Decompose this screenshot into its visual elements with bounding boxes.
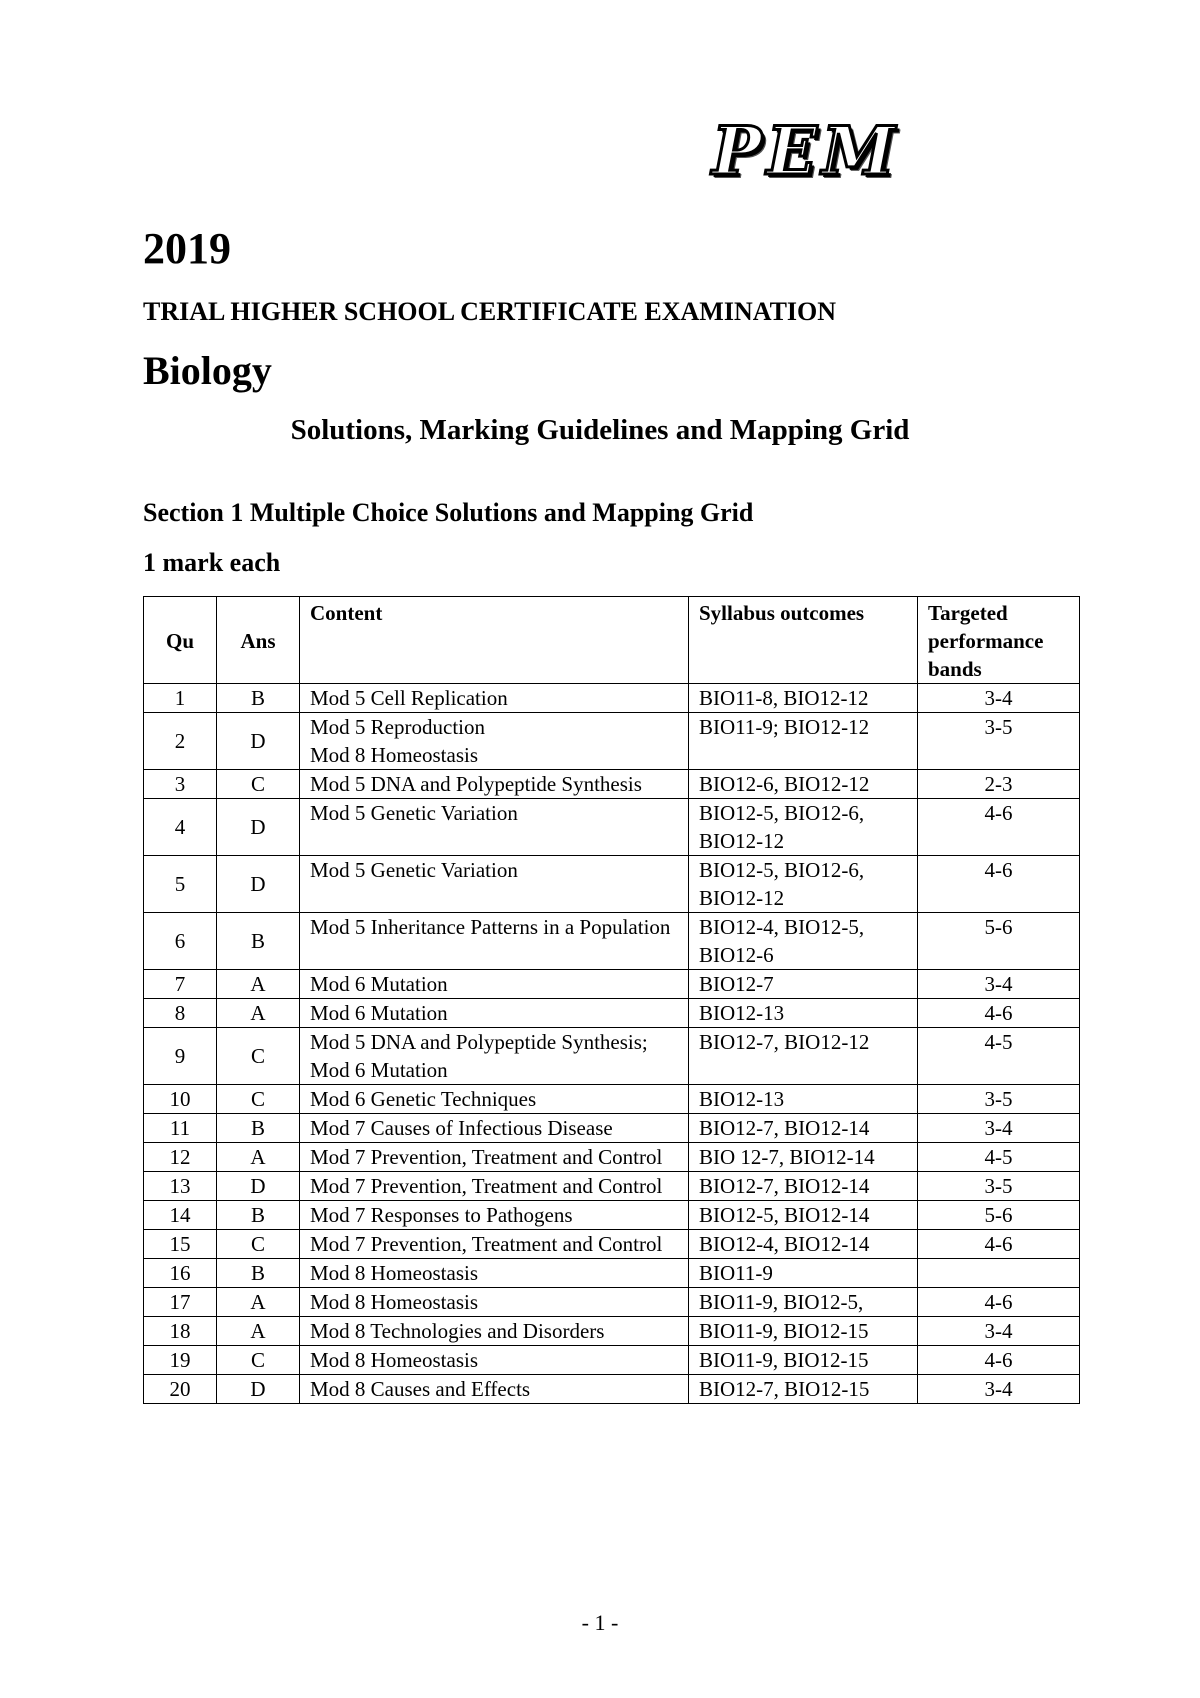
cell-question-number: 15 xyxy=(144,1230,217,1259)
cell-syllabus-outcomes: BIO12-5, BIO12-6, BIO12-12 xyxy=(689,856,918,913)
cell-content: Mod 8 Technologies and Disorders xyxy=(300,1317,689,1346)
cell-content: Mod 6 Mutation xyxy=(300,970,689,999)
cell-answer: A xyxy=(217,999,300,1028)
table-row xyxy=(144,770,1080,799)
cell-syllabus-outcomes: BIO12-7, BIO12-12 xyxy=(689,1028,918,1085)
cell-performance-band xyxy=(918,1259,1080,1288)
cell-performance-band: 4-5 xyxy=(918,1143,1080,1172)
cell-performance-band: 3-4 xyxy=(918,1114,1080,1143)
table-row xyxy=(144,1085,1080,1114)
pem-logo: PEM xyxy=(712,112,900,190)
document-subtitle xyxy=(0,416,1200,445)
cell-answer: B xyxy=(217,1201,300,1230)
cell-content: Mod 7 Responses to Pathogens xyxy=(300,1201,689,1230)
table-row xyxy=(144,1201,1080,1230)
cell-performance-band: 4-6 xyxy=(918,999,1080,1028)
table-row xyxy=(144,913,1080,970)
cell-answer: C xyxy=(217,1346,300,1375)
table-row xyxy=(144,1172,1080,1201)
cell-content: Mod 7 Causes of Infectious Disease xyxy=(300,1114,689,1143)
table-header-row xyxy=(144,597,1080,684)
cell-performance-band: 4-6 xyxy=(918,799,1080,856)
cell-syllabus-outcomes: BIO11-9, BIO12-5, xyxy=(689,1288,918,1317)
cell-answer: D xyxy=(217,856,300,913)
cell-performance-band: 3-4 xyxy=(918,1375,1080,1404)
cell-question-number: 9 xyxy=(144,1028,217,1085)
table-row xyxy=(144,684,1080,713)
cell-answer: B xyxy=(217,1259,300,1288)
cell-content: Mod 5 DNA and Polypeptide Synthesis xyxy=(300,770,689,799)
cell-syllabus-outcomes: BIO11-9, BIO12-15 xyxy=(689,1317,918,1346)
cell-answer: B xyxy=(217,1114,300,1143)
cell-content: Mod 8 Causes and Effects xyxy=(300,1375,689,1404)
cell-question-number: 12 xyxy=(144,1143,217,1172)
table-row xyxy=(144,1346,1080,1375)
table-row xyxy=(144,970,1080,999)
page-number: - 1 - xyxy=(581,1610,619,1635)
document-subtitle-text: Solutions, Marking Guidelines and Mapping Grid xyxy=(290,414,910,446)
cell-question-number: 3 xyxy=(144,770,217,799)
cell-answer: D xyxy=(217,1375,300,1404)
cell-question-number: 19 xyxy=(144,1346,217,1375)
cell-syllabus-outcomes: BIO12-7, BIO12-15 xyxy=(689,1375,918,1404)
cell-answer: D xyxy=(217,1172,300,1201)
cell-question-number: 11 xyxy=(144,1114,217,1143)
subject-title: Biology xyxy=(143,348,272,393)
cell-question-number: 8 xyxy=(144,999,217,1028)
cell-performance-band: 4-6 xyxy=(918,1288,1080,1317)
header-qu: Qu xyxy=(144,597,217,684)
cell-answer: A xyxy=(217,1143,300,1172)
table-row xyxy=(144,1288,1080,1317)
cell-answer: B xyxy=(217,913,300,970)
table-row xyxy=(144,1317,1080,1346)
cell-performance-band: 4-5 xyxy=(918,1028,1080,1085)
cell-syllabus-outcomes: BIO12-4, BIO12-5, BIO12-6 xyxy=(689,913,918,970)
cell-syllabus-outcomes: BIO11-9 xyxy=(689,1259,918,1288)
cell-question-number: 20 xyxy=(144,1375,217,1404)
table-row xyxy=(144,1230,1080,1259)
cell-performance-band: 2-3 xyxy=(918,770,1080,799)
cell-question-number: 16 xyxy=(144,1259,217,1288)
table-row xyxy=(144,799,1080,856)
exam-year: 2019 xyxy=(143,224,231,273)
cell-content: Mod 5 DNA and Polypeptide Synthesis; Mod 6 Mutation xyxy=(300,1028,689,1085)
cell-answer: C xyxy=(217,1028,300,1085)
cell-answer: C xyxy=(217,770,300,799)
header-content: Content xyxy=(300,597,689,684)
cell-answer: A xyxy=(217,1288,300,1317)
cell-question-number: 5 xyxy=(144,856,217,913)
table-row xyxy=(144,713,1080,770)
cell-answer: C xyxy=(217,1230,300,1259)
cell-content: Mod 5 Reproduction Mod 8 Homeostasis xyxy=(300,713,689,770)
cell-answer: A xyxy=(217,1317,300,1346)
cell-syllabus-outcomes: BIO 12-7, BIO12-14 xyxy=(689,1143,918,1172)
cell-performance-band: 4-6 xyxy=(918,1230,1080,1259)
cell-question-number: 18 xyxy=(144,1317,217,1346)
cell-content: Mod 8 Homeostasis xyxy=(300,1288,689,1317)
cell-syllabus-outcomes: BIO12-4, BIO12-14 xyxy=(689,1230,918,1259)
cell-syllabus-outcomes: BIO12-13 xyxy=(689,999,918,1028)
cell-content: Mod 5 Cell Replication xyxy=(300,684,689,713)
exam-title: TRIAL HIGHER SCHOOL CERTIFICATE EXAMINATION xyxy=(143,297,837,326)
table-row xyxy=(144,1114,1080,1143)
cell-content: Mod 7 Prevention, Treatment and Control xyxy=(300,1143,689,1172)
cell-question-number: 10 xyxy=(144,1085,217,1114)
table-row xyxy=(144,1143,1080,1172)
header-syllabus: Syllabus outcomes xyxy=(689,597,918,684)
cell-syllabus-outcomes: BIO11-9, BIO12-15 xyxy=(689,1346,918,1375)
cell-question-number: 4 xyxy=(144,799,217,856)
cell-answer: D xyxy=(217,713,300,770)
cell-question-number: 14 xyxy=(144,1201,217,1230)
cell-syllabus-outcomes: BIO12-5, BIO12-6, BIO12-12 xyxy=(689,799,918,856)
cell-performance-band: 3-5 xyxy=(918,1085,1080,1114)
table-body xyxy=(144,684,1080,1404)
table-row xyxy=(144,1259,1080,1288)
cell-performance-band: 3-4 xyxy=(918,1317,1080,1346)
mapping-grid-table xyxy=(143,596,1080,1404)
cell-performance-band: 3-5 xyxy=(918,1172,1080,1201)
cell-syllabus-outcomes: BIO11-8, BIO12-12 xyxy=(689,684,918,713)
cell-syllabus-outcomes: BIO12-7, BIO12-14 xyxy=(689,1172,918,1201)
cell-answer: C xyxy=(217,1085,300,1114)
cell-content: Mod 8 Homeostasis xyxy=(300,1346,689,1375)
cell-answer: A xyxy=(217,970,300,999)
table-row xyxy=(144,1028,1080,1085)
cell-performance-band: 3-4 xyxy=(918,684,1080,713)
cell-content: Mod 8 Homeostasis xyxy=(300,1259,689,1288)
cell-content: Mod 5 Genetic Variation xyxy=(300,856,689,913)
cell-syllabus-outcomes: BIO12-13 xyxy=(689,1085,918,1114)
cell-content: Mod 6 Mutation xyxy=(300,999,689,1028)
cell-syllabus-outcomes: BIO12-6, BIO12-12 xyxy=(689,770,918,799)
cell-question-number: 13 xyxy=(144,1172,217,1201)
cell-question-number: 17 xyxy=(144,1288,217,1317)
cell-content: Mod 6 Genetic Techniques xyxy=(300,1085,689,1114)
header-ans: Ans xyxy=(217,597,300,684)
header-bands: Targeted performance bands xyxy=(918,597,1080,684)
cell-content: Mod 7 Prevention, Treatment and Control xyxy=(300,1172,689,1201)
cell-syllabus-outcomes: BIO12-7, BIO12-14 xyxy=(689,1114,918,1143)
cell-performance-band: 3-5 xyxy=(918,713,1080,770)
cell-answer: D xyxy=(217,799,300,856)
cell-syllabus-outcomes: BIO11-9; BIO12-12 xyxy=(689,713,918,770)
cell-question-number: 6 xyxy=(144,913,217,970)
cell-content: Mod 5 Genetic Variation xyxy=(300,799,689,856)
cell-question-number: 2 xyxy=(144,713,217,770)
cell-performance-band: 4-6 xyxy=(918,856,1080,913)
cell-performance-band: 4-6 xyxy=(918,1346,1080,1375)
table-row xyxy=(144,999,1080,1028)
cell-question-number: 1 xyxy=(144,684,217,713)
table-row xyxy=(144,856,1080,913)
cell-performance-band: 3-4 xyxy=(918,970,1080,999)
cell-content: Mod 7 Prevention, Treatment and Control xyxy=(300,1230,689,1259)
cell-content: Mod 5 Inheritance Patterns in a Population xyxy=(300,913,689,970)
cell-question-number: 7 xyxy=(144,970,217,999)
cell-syllabus-outcomes: BIO12-5, BIO12-14 xyxy=(689,1201,918,1230)
cell-answer: B xyxy=(217,684,300,713)
cell-performance-band: 5-6 xyxy=(918,913,1080,970)
cell-performance-band: 5-6 xyxy=(918,1201,1080,1230)
marks-note: 1 mark each xyxy=(143,548,281,577)
section-title: Section 1 Multiple Choice Solutions and Mapping Grid xyxy=(143,498,754,527)
cell-syllabus-outcomes: BIO12-7 xyxy=(689,970,918,999)
table-row xyxy=(144,1375,1080,1404)
